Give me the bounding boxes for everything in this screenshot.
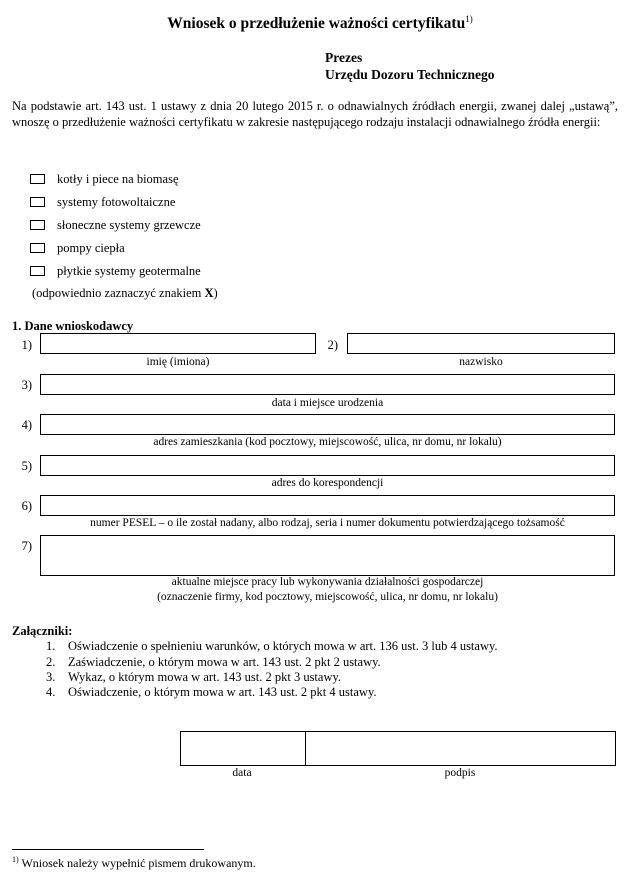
first-name-label: imię (imiona) [146,356,210,368]
list-item [46,655,381,670]
item-number: 4. [46,685,56,699]
checkbox[interactable] [30,174,45,184]
pesel-label: numer PESEL – o ile został nadany, albo rodzaj, seria i numer dokumentu potwierdzającego tożsamość [90,517,565,529]
title-footnote-ref: 1) [465,14,473,24]
option-solar-heating[interactable] [30,217,201,233]
option-heat-pumps[interactable] [30,240,125,256]
signature-field[interactable] [306,732,615,765]
mark-note-prefix: (odpowiednio zaznaczyć znakiem [32,286,205,300]
mark-note [32,286,218,301]
option-photovoltaic[interactable] [30,194,175,210]
footnote-ref: 1) [12,855,19,864]
mark-note-suffix: ) [213,286,218,300]
last-name-field[interactable] [347,333,615,354]
option-label: pompy ciepła [57,240,125,255]
date-field[interactable] [181,732,306,765]
footnote [12,855,256,871]
field-number: 2) [327,338,338,352]
footnote-text: Wniosek należy wypełnić pismem drukowanym. [18,856,256,870]
item-text: Wykaz, o którym mowa w art. 143 ust. 2 pkt 3 ustawy. [68,670,342,684]
field-number: 4) [21,418,32,432]
mark-note-x: X [204,286,214,300]
residence-address-label: adres zamieszkania (kod pocztowy, miejscowość, ulica, nr domu, nr lokalu) [153,436,502,448]
pesel-field[interactable] [40,495,615,516]
checkbox[interactable] [30,266,45,276]
list-item [46,670,341,685]
option-label: kotły i piece na biomasę [57,171,179,186]
item-text: Oświadczenie o spełnieniu warunków, o których mowa w art. 136 ust. 3 lub 4 ustawy. [68,639,498,653]
birth-date-place-label: data i miejsce urodzenia [271,397,384,409]
option-geothermal[interactable] [30,263,201,279]
birth-date-place-field[interactable] [40,374,615,395]
option-label: płytkie systemy geotermalne [57,263,201,278]
checkbox[interactable] [30,197,45,207]
workplace-label-line2: (oznaczenie firmy, kod pocztowy, miejscowość, ulica, nr domu, nr lokalu) [157,591,498,603]
checkbox[interactable] [30,220,45,230]
signature-box [180,731,616,766]
field-number: 5) [21,459,32,473]
item-number: 1. [46,639,56,653]
first-name-field[interactable] [40,333,316,354]
option-label: systemy fotowoltaiczne [57,194,176,209]
correspondence-address-field[interactable] [40,455,615,476]
field-number: 7) [21,539,32,553]
list-item [46,639,498,654]
attachments-title: Załączniki: [12,624,73,638]
field-number: 6) [21,499,32,513]
field-number: 1) [21,338,32,352]
form-title [0,14,640,33]
addressee-line2: Urzędu Dozoru Technicznego [325,67,495,82]
checkbox[interactable] [30,243,45,253]
signature-label: podpis [444,767,476,779]
section-title-applicant: 1. Dane wnioskodawcy [12,319,134,333]
workplace-label-line1: aktualne miejsce pracy lub wykonywania działalności gospodarczej [171,576,484,588]
item-text: Zaświadczenie, o którym mowa w art. 143 ust. 2 pkt 2 ustawy. [68,655,381,669]
list-item [46,685,377,700]
item-number: 3. [46,670,56,684]
option-biomass[interactable] [30,171,179,187]
intro-paragraph: Na podstawie art. 143 ust. 1 ustawy z dnia 20 lutego 2015 r. o odnawialnych źródłach energii, zwanej dalej „ustawą”, wnoszę o przedłużenie ważności certyfikatu w zakresie następującego rodzaju instalacji odnawialnego źródła energii: [12,99,618,129]
addressee-line1: Prezes [325,50,363,65]
workplace-field[interactable] [40,535,615,576]
field-number: 3) [21,378,32,392]
footnote-divider [12,849,204,850]
item-number: 2. [46,655,56,669]
correspondence-address-label: adres do korespondencji [271,477,384,489]
item-text: Oświadczenie, o którym mowa w art. 143 ust. 2 pkt 4 ustawy. [68,685,377,699]
option-label: słoneczne systemy grzewcze [57,217,201,232]
title-text: Wniosek o przedłużenie ważności certyfikatu [167,15,466,33]
last-name-label: nazwisko [459,356,503,368]
residence-address-field[interactable] [40,414,615,435]
date-label: data [232,767,252,779]
